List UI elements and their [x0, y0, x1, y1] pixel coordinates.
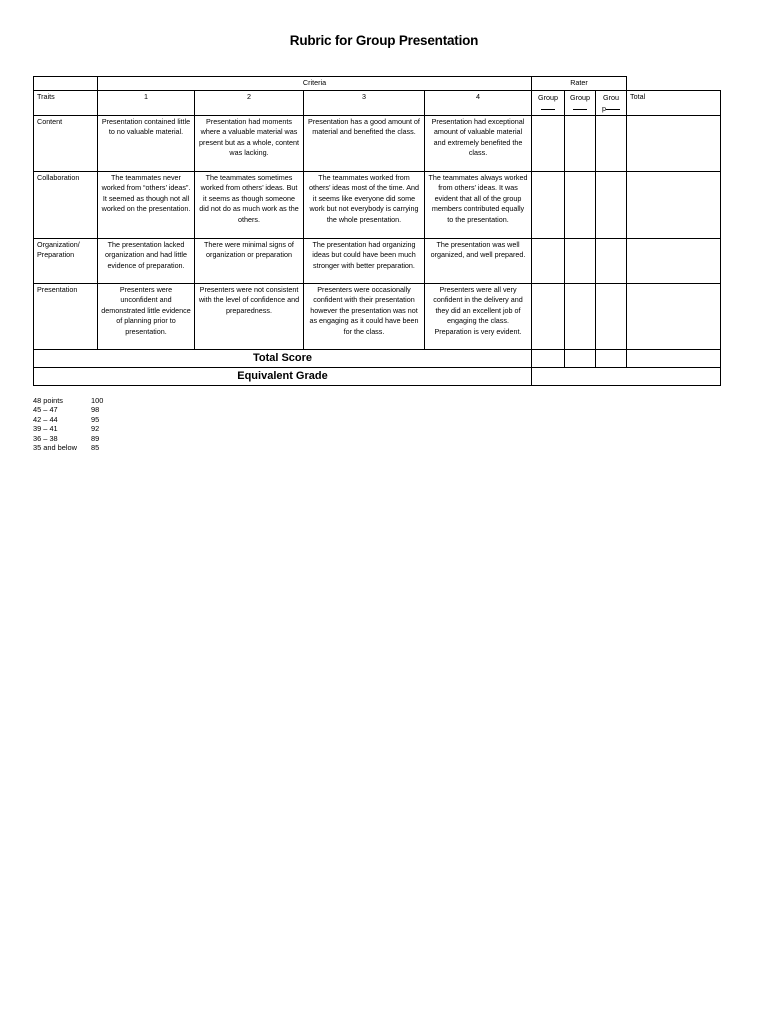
total-score-label: Total Score	[34, 349, 532, 367]
equivalent-grade-cell[interactable]	[532, 367, 721, 385]
scale-grade: 95	[91, 414, 100, 424]
blank-total-top-cell	[627, 77, 721, 91]
rubric-row-content	[34, 115, 721, 171]
trait-label: Collaboration	[34, 171, 98, 238]
scale-grade: 98	[91, 405, 100, 415]
scale-grade: 100	[91, 396, 104, 405]
criteria-cell: The presentation was well organized, and well prepared.	[425, 238, 532, 283]
equivalent-grade-label: Equivalent Grade	[34, 367, 532, 385]
trait-label: Organization/ Preparation	[34, 238, 98, 283]
scale-points: 48 points	[33, 396, 63, 405]
total-cell[interactable]	[627, 115, 721, 171]
criteria-cell: Presentation had moments where a valuable material was present but as a whole, content was lacking.	[195, 115, 304, 171]
trait-label: Presentation	[34, 283, 98, 349]
score-cell[interactable]	[565, 238, 596, 283]
rubric-row-organization	[34, 238, 721, 283]
level-1-header: 1	[98, 90, 195, 115]
level-3-header: 3	[304, 90, 425, 115]
blank-corner-cell	[34, 77, 98, 91]
rubric-row-presentation	[34, 283, 721, 349]
equivalent-grade-row	[34, 367, 721, 385]
grading-scale-row	[33, 396, 121, 405]
criteria-cell: The presentation lacked organization and had little evidence of preparation.	[98, 238, 195, 283]
criteria-cell: Presenters were all very confident in the delivery and they did an excellent job of engaging the class. Preparation is very evident.	[425, 283, 532, 349]
rater-group-1-header	[532, 90, 565, 115]
total-score-cell[interactable]	[627, 349, 721, 367]
total-cell[interactable]	[627, 171, 721, 238]
scale-points: 35 and below	[33, 443, 77, 453]
score-cell[interactable]	[565, 171, 596, 238]
score-cell[interactable]	[532, 238, 565, 283]
criteria-cell: Presenters were unconfident and demonstrated little evidence of planning prior to presentation.	[98, 283, 195, 349]
grading-scale-row	[33, 434, 121, 443]
rater-group-3-header	[596, 90, 627, 115]
scale-grade: 89	[91, 433, 100, 443]
scale-grade: 85	[91, 443, 100, 453]
rubric-row-collaboration	[34, 171, 721, 238]
total-score-cell[interactable]	[596, 349, 627, 367]
total-cell[interactable]	[627, 283, 721, 349]
header-row-levels	[34, 90, 721, 115]
group-3-label: Grou	[603, 92, 619, 102]
level-4-header: 4	[425, 90, 532, 115]
score-cell[interactable]	[596, 171, 627, 238]
trait-label: Content	[34, 115, 98, 171]
total-score-row	[34, 349, 721, 367]
criteria-header: Criteria	[98, 77, 532, 91]
scale-grade: 92	[91, 424, 100, 434]
score-cell[interactable]	[596, 115, 627, 171]
total-header: Total	[627, 90, 721, 115]
traits-header: Traits	[34, 90, 98, 115]
criteria-cell: The teammates always worked from others’ ideas. It was evident that all of the group members contributed equally to the presentation.	[425, 171, 532, 238]
criteria-cell: Presentation had exceptional amount of valuable material and extremely benefited the class.	[425, 115, 532, 171]
grading-scale-row	[33, 443, 121, 452]
header-row-criteria	[34, 77, 721, 91]
score-cell[interactable]	[532, 283, 565, 349]
scale-points: 45 – 47	[33, 405, 58, 415]
criteria-cell: There were minimal signs of organization or preparation	[195, 238, 304, 283]
score-cell[interactable]	[596, 283, 627, 349]
grading-scale	[33, 396, 121, 452]
criteria-cell: Presentation has a good amount of material and benefited the class.	[304, 115, 425, 171]
grading-scale-row	[33, 415, 121, 424]
group-3-blank	[606, 103, 620, 110]
scale-points: 36 – 38	[33, 433, 58, 443]
grading-scale-row	[33, 424, 121, 433]
group-1-blank	[541, 103, 555, 110]
score-cell[interactable]	[565, 283, 596, 349]
grading-scale-row	[33, 405, 121, 414]
score-cell[interactable]	[532, 171, 565, 238]
criteria-cell: Presenters were occasionally confident with their presentation however the presentation was not as engaging as it could have been for the class.	[304, 283, 425, 349]
level-2-header: 2	[195, 90, 304, 115]
criteria-cell: The presentation had organizing ideas but could have been much stronger with better preparation.	[304, 238, 425, 283]
group-2-blank	[573, 103, 587, 110]
group-3-suffix: p	[602, 103, 606, 113]
page-title: Rubric for Group Presentation	[289, 33, 479, 48]
group-2-label: Group	[570, 92, 590, 102]
criteria-cell: Presentation contained little to no valuable material.	[98, 115, 195, 171]
total-score-cell[interactable]	[565, 349, 596, 367]
criteria-cell: The teammates sometimes worked from others’ ideas. But it seems as though someone did not do as much work as the others.	[195, 171, 304, 238]
rater-header: Rater	[532, 77, 627, 91]
group-1-label: Group	[538, 92, 558, 102]
total-cell[interactable]	[627, 238, 721, 283]
criteria-cell: The teammates never worked from “others’ ideas”. It seemed as though not all worked on the presentation.	[98, 171, 195, 238]
score-cell[interactable]	[532, 115, 565, 171]
total-score-cell[interactable]	[532, 349, 565, 367]
scale-points: 39 – 41	[33, 424, 58, 434]
criteria-cell: Presenters were not consistent with the level of confidence and preparedness.	[195, 283, 304, 349]
criteria-cell: The teammates worked from others’ ideas most of the time. And it seems like everyone did some work but not everybody is carrying the whole presentation.	[304, 171, 425, 238]
rubric-table	[33, 76, 721, 386]
score-cell[interactable]	[565, 115, 596, 171]
rater-group-2-header	[565, 90, 596, 115]
scale-points: 42 – 44	[33, 414, 58, 424]
score-cell[interactable]	[596, 238, 627, 283]
